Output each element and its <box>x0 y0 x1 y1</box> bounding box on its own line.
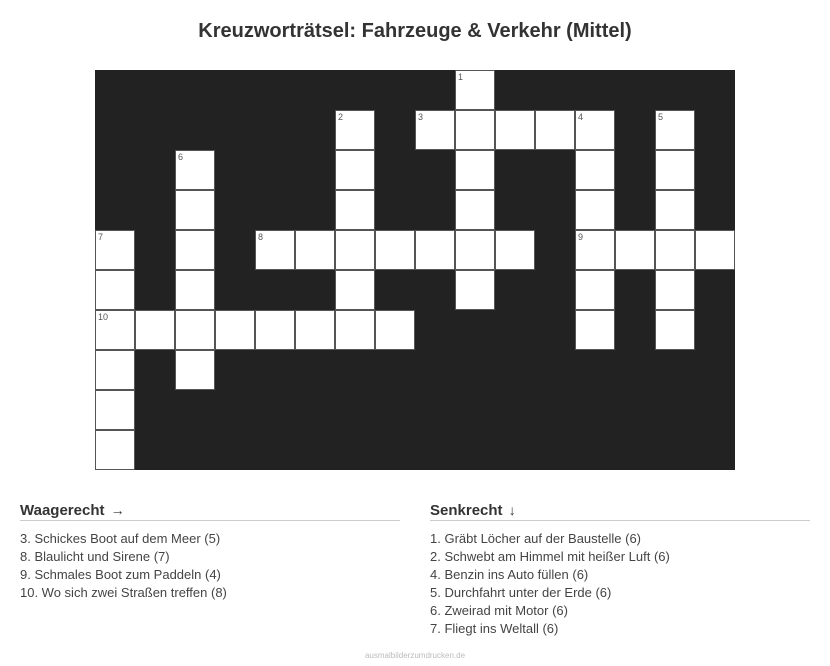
grid-cell[interactable] <box>615 230 655 270</box>
grid-cell[interactable] <box>455 150 495 190</box>
grid-cell[interactable] <box>335 110 375 150</box>
down-clue: 2. Schwebt am Himmel mit heißer Luft (6) <box>430 549 670 564</box>
grid-cell[interactable] <box>135 310 175 350</box>
grid-cell[interactable] <box>655 190 695 230</box>
clue-number: 10 <box>98 312 109 322</box>
footer-credit: ausmalbilderzumdrucken.de <box>364 651 466 660</box>
across-clue: 10. Wo sich zwei Straßen treffen (8) <box>20 585 227 600</box>
grid-cell[interactable] <box>175 230 215 270</box>
grid-cell[interactable] <box>95 230 135 270</box>
grid-cell[interactable] <box>95 270 135 310</box>
grid-cell[interactable] <box>335 230 375 270</box>
grid-cell[interactable] <box>495 230 535 270</box>
grid-cell[interactable] <box>295 310 335 350</box>
grid-cell[interactable] <box>455 190 495 230</box>
grid-cell[interactable] <box>335 150 375 190</box>
grid-cell[interactable] <box>175 350 215 390</box>
down-clue: 1. Gräbt Löcher auf der Baustelle (6) <box>430 531 642 546</box>
grid-cell[interactable] <box>175 310 215 350</box>
across-clue: 3. Schickes Boot auf dem Meer (5) <box>20 531 221 546</box>
clue-number: 4 <box>578 112 584 122</box>
grid-cell[interactable] <box>575 270 615 310</box>
grid-cell[interactable] <box>415 110 455 150</box>
clue-number: 5 <box>658 112 664 122</box>
page-title: Kreuzworträtsel: Fahrzeuge & Verkehr (Mittel) <box>198 20 632 42</box>
grid-cell[interactable] <box>455 270 495 310</box>
grid-cell[interactable] <box>495 110 535 150</box>
arrow-right-icon: → <box>110 502 125 518</box>
grid-cell[interactable] <box>255 230 295 270</box>
grid-cell[interactable] <box>575 190 615 230</box>
grid-cell[interactable] <box>375 230 415 270</box>
clue-number: 1 <box>458 72 464 82</box>
grid-cell[interactable] <box>455 230 495 270</box>
grid-cell[interactable] <box>335 190 375 230</box>
grid-cell[interactable] <box>695 230 735 270</box>
grid-cell[interactable] <box>295 230 335 270</box>
down-clues <box>430 502 810 638</box>
grid-cell[interactable] <box>415 230 455 270</box>
clue-number: 3 <box>418 112 424 122</box>
clue-number: 7 <box>98 232 104 242</box>
clue-number: 6 <box>178 152 184 162</box>
grid-cell[interactable] <box>655 310 695 350</box>
grid-cell[interactable] <box>95 430 135 470</box>
grid-cell[interactable] <box>335 270 375 310</box>
down-clue: 5. Durchfahrt unter der Erde (6) <box>430 585 612 600</box>
grid-cell[interactable] <box>655 230 695 270</box>
arrow-down-icon: ↓ <box>508 502 516 518</box>
grid-cell[interactable] <box>375 310 415 350</box>
grid-cell[interactable] <box>175 190 215 230</box>
across-clue: 8. Blaulicht und Sirene (7) <box>20 549 170 564</box>
grid-cell[interactable] <box>455 70 495 110</box>
grid-cell[interactable] <box>455 110 495 150</box>
clue-number: 8 <box>258 232 264 242</box>
grid-cell[interactable] <box>655 110 695 150</box>
grid-cell[interactable] <box>575 110 615 150</box>
grid-cell[interactable] <box>535 110 575 150</box>
across-clues <box>20 502 400 602</box>
down-heading <box>430 502 810 521</box>
down-clue: 6. Zweirad mit Motor (6) <box>430 603 568 618</box>
down-heading-label: Senkrecht <box>430 502 503 519</box>
across-heading-label: Waagerecht <box>20 502 105 519</box>
down-clue: 4. Benzin ins Auto füllen (6) <box>430 567 589 582</box>
grid-cell[interactable] <box>575 310 615 350</box>
grid-cell[interactable] <box>655 270 695 310</box>
grid-cell[interactable] <box>175 270 215 310</box>
grid-cell[interactable] <box>575 230 615 270</box>
grid-cell[interactable] <box>175 150 215 190</box>
grid-cell[interactable] <box>215 310 255 350</box>
grid-cell[interactable] <box>335 310 375 350</box>
grid-cell[interactable] <box>255 310 295 350</box>
clue-number: 2 <box>338 112 344 122</box>
grid-cell[interactable] <box>95 390 135 430</box>
clue-number: 9 <box>578 232 584 242</box>
down-clue: 7. Fliegt ins Weltall (6) <box>430 621 559 636</box>
across-clue: 9. Schmales Boot zum Paddeln (4) <box>20 567 221 582</box>
grid-cell[interactable] <box>95 310 135 350</box>
grid-cell[interactable] <box>655 150 695 190</box>
grid-cell[interactable] <box>95 350 135 390</box>
grid-cell[interactable] <box>575 150 615 190</box>
across-heading <box>20 502 400 521</box>
crossword-grid <box>95 70 735 470</box>
